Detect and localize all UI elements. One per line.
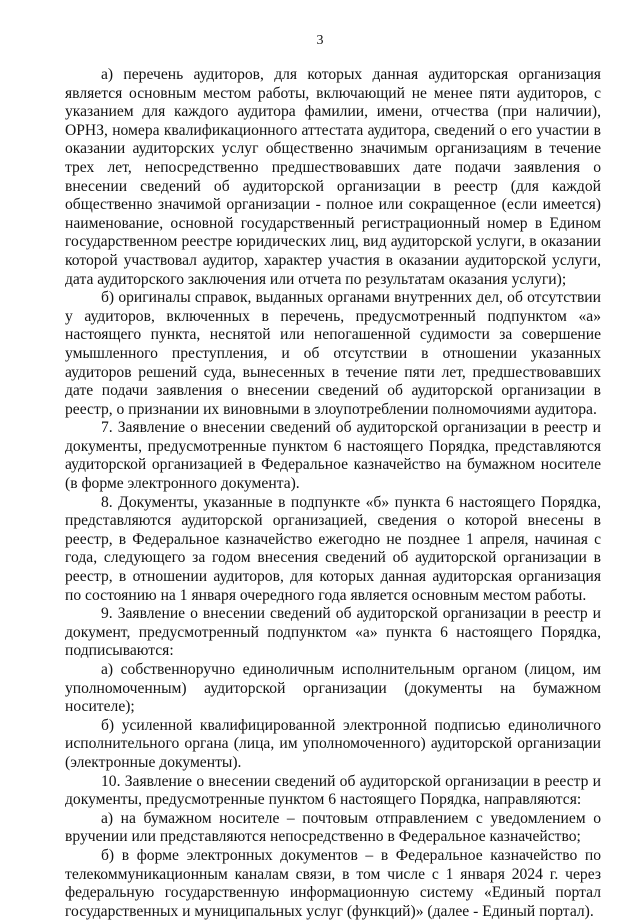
page-number: 3 (316, 33, 324, 48)
paragraph-9a-handwritten-signature: а) собственноручно единоличным исполнительным органом (лицом, им уполномоченным) аудиторской организации (документы на бумажном носителе); (65, 661, 601, 716)
paragraph-6a-auditor-list: а) перечень аудиторов, для которых данная аудиторская организация является основным местом работы, включающий не менее пяти аудиторов, с указанием для каждого аудитора фамилии, имени, отчества (при наличии), ОРНЗ, номера квалификационного аттестата аудитора, сведений о его участии в оказании аудиторских услуг общественно значимым организациям в течение трех лет, непосредственно предшествовавших дате подачи заявления о внесении сведений об аудиторской организации в реестр (для каждой общественно значимой организации - полное или сокращенное (если имеется) наименование, основной государственный регистрационный номер в Едином государственном реестре юридических лиц, вид аудиторской услуги, в оказании которой участвовал аудитор, характер участия в оказании аудиторской услуги, дата аудиторского заключения или отчета по результатам оказания услуги); (65, 66, 601, 288)
document-body (65, 66, 601, 921)
paragraph-6b-police-certificates: б) оригиналы справок, выданных органами внутренних дел, об отсутствии у аудиторов, включенных в перечень, предусмотренный подпунктом «а» настоящего пункта, неснятой или непогашенной судимости за совершение умышленного преступления, и об отсутствии в отношении указанных аудиторов решений суда, вынесенных в течение пяти лет, предшествовавших дате подачи заявления о внесении сведений об аудиторской организации в реестр, о признании их виновными в злоупотреблении полномочиями аудитора. (65, 289, 601, 418)
paragraph-7-submission-form: 7. Заявление о внесении сведений об аудиторской организации в реестр и документы, предусмотренные пунктом 6 настоящего Порядка, представляются аудиторской организацией в Федеральное казначейство на бумажном носителе (в форме электронного документа). (65, 419, 601, 493)
paragraph-10a-paper-delivery: а) на бумажном носителе – почтовым отправлением с уведомлением о вручении или представляются непосредственно в Федеральное казначейство; (65, 809, 601, 846)
paragraph-9-signing: 9. Заявление о внесении сведений об аудиторской организации в реестр и документ, предусмотренный подпунктом «а» пункта 6 настоящего Порядка, подписываются: (65, 605, 601, 660)
paragraph-8-annual-submission: 8. Документы, указанные в подпункте «б» пункта 6 настоящего Порядка, представляются аудиторской организацией, сведения о которой внесены в реестр, в Федеральное казначейство ежегодно не позднее 1 апреля, начиная с года, следующего за годом внесения сведений об аудиторской организации в реестр, в отношении аудиторов, для которых данная аудиторская организация по состоянию на 1 января очередного года является основным местом работы. (65, 493, 601, 604)
paragraph-10b-electronic-delivery: б) в форме электронных документов – в Федеральное казначейство по телекоммуникационным каналам связи, в том числе с 1 января 2024 г. через федеральную государственную информационную систему «Единый портал государственных и муниципальных услуг (функций)» (далее - Единый портал). (65, 846, 601, 920)
paragraph-9b-electronic-signature: б) усиленной квалифицированной электронной подписью единоличного исполнительного органа (лица, им уполномоченного) аудиторской организации (электронные документы). (65, 716, 601, 771)
paragraph-10-delivery: 10. Заявление о внесении сведений об аудиторской организации в реестр и документы, предусмотренные пунктом 6 настоящего Порядка, направляются: (65, 772, 601, 809)
